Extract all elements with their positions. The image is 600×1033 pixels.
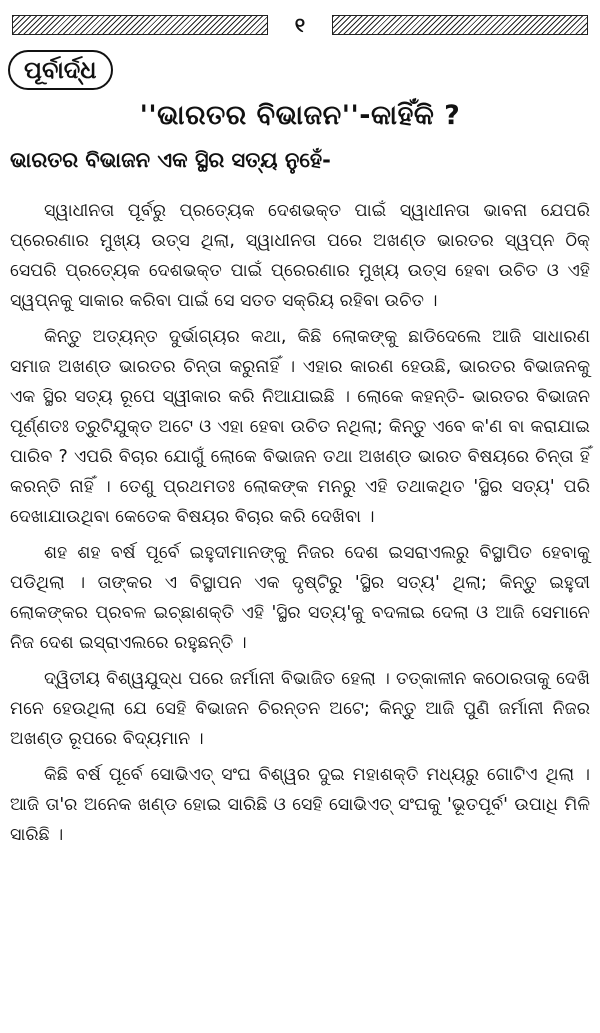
header-rule-right	[332, 15, 588, 35]
paragraph: ଦ୍ୱିତୀୟ ବିଶ୍ୱଯୁଦ୍ଧ ପରେ ଜର୍ମାନୀ ବିଭାଜିତ ହେଲା । ତତ୍କାଳୀନ କଠୋରତାକୁ ଦେଖି ମନେ ହେଉଥିଲା ଯେ ସେହି ବିଭାଜନ ଚିରନ୍ତନ ଅଟେ; କିନ୍ତୁ ଆଜି ପୁଣି ଜର୍ମାନୀ ନିଜର ଅଖଣ୍ଡ ରୂପରେ ବିଦ୍ୟମାନ ।	[10, 669, 590, 749]
page-number: ୧	[294, 13, 306, 37]
page-header	[12, 12, 588, 38]
body-text	[10, 196, 590, 856]
header-rule-left	[12, 15, 268, 35]
chapter-title: ''ଭାରତର ବିଭାଜନ''-କାହିଁକି ?	[139, 100, 461, 131]
paragraph: କିଛି ବର୍ଷ ପୂର୍ବେ ସୋଭିଏତ୍ ସଂଘ ବିଶ୍ୱର ଦୁଇ ମହାଶକ୍ତି ମଧ୍ୟରୁ ଗୋଟିଏ ଥିଲା । ଆଜି ତା'ର ଅନେକ ଖଣ୍ଡ ହୋଇ ସାରିଛି ଓ ସେହି ସୋଭିଏତ୍ ସଂଘକୁ 'ଭୂତପୂର୍ବ' ଉପାଧି ମିଳି ସାରିଛି ।	[10, 765, 590, 845]
section-label: ପୂର୍ବାର୍ଦ୍ଧ	[8, 50, 113, 90]
section-subtitle: ଭାରତର ବିଭାଜନ ଏକ ସ୍ଥିର ସତ୍ୟ ନୁହେଁ-	[10, 148, 331, 172]
paragraph: ସ୍ୱାଧୀନତା ପୂର୍ବରୁ ପ୍ରତ୍ୟେକ ଦେଶଭକ୍ତ ପାଇଁ ସ୍ୱାଧୀନତା ଭାବନା ଯେପରି ପ୍ରେରଣାର ମୁଖ୍ୟ ଉତ୍ସ ଥିଲା, ସ୍ୱାଧୀନତା ପରେ ଅଖଣ୍ଡ ଭାରତର ସ୍ୱପ୍ନ ଠିକ୍ ସେପରି ପ୍ରତ୍ୟେକ ଦେଶଭକ୍ତ ପାଇଁ ପ୍ରେରଣାର ମୁଖ୍ୟ ଉତ୍ସ ହେବା ଉଚିତ ଓ ଏହି ସ୍ୱପ୍ନକୁ ସାକାର କରିବା ପାଇଁ ସେ ସତତ ସକ୍ରିୟ ରହିବା ଉଚିତ ।	[10, 201, 590, 311]
paragraph: ଶହ ଶହ ବର୍ଷ ପୂର୍ବେ ଇହୁଦୀମାନଙ୍କୁ ନିଜର ଦେଶ ଇସରାଏଲରୁ ବିସ୍ଥାପିତ ହେବାକୁ ପଡିଥିଲା । ତାଙ୍କର ଏ ବିସ୍ଥାପନ ଏକ ଦୃଷ୍ଟିରୁ 'ସ୍ଥିର ସତ୍ୟ' ଥିଲା; କିନ୍ତୁ ଇହୁଦୀ ଲୋକଙ୍କର ପ୍ରବଳ ଇଚ୍ଛାଶକ୍ତି ଏହି 'ସ୍ଥିର ସତ୍ୟ'କୁ ବଦଳାଇ ଦେଲା ଓ ଆଜି ସେମାନେ ନିଜ ଦେଶ ଇସ୍ରାଏଲରେ ରହୁଛନ୍ତି ।	[10, 543, 590, 653]
paragraph: କିନ୍ତୁ ଅତ୍ୟନ୍ତ ଦୁର୍ଭାଗ୍ୟର କଥା, କିଛି ଲୋକଙ୍କୁ ଛାଡିଦେଲେ ଆଜି ସାଧାରଣ ସମାଜ ଅଖଣ୍ଡ ଭାରତର ଚିନ୍ତା କରୁନାହିଁ । ଏହାର କାରଣ ହେଉଛି, ଭାରତର ବିଭାଜନକୁ ଏକ ସ୍ଥିର ସତ୍ୟ ରୂପେ ସ୍ୱୀକାର କରି ନିଆଯାଇଛି । ଲୋକେ କହନ୍ତି- ଭାରତର ବିଭାଜନ ପୂର୍ଣ୍ଣତଃ ତ୍ରୁଟିଯୁକ୍ତ ଅଟେ ଓ ଏହା ହେବା ଉଚିତ ନଥିଲା; କିନ୍ତୁ ଏବେ କ'ଣ ବା କରାଯାଇ ପାରିବ ? ଏପରି ବିଚାର ଯୋଗୁଁ ଲୋକେ ବିଭାଜନ ତଥା ଅଖଣ୍ଡ ଭାରତ ବିଷୟରେ ଚିନ୍ତା ହିଁ କରନ୍ତି ନାହିଁ । ତେଣୁ ପ୍ରଥମତଃ ଲୋକଙ୍କ ମନରୁ ଏହି ତଥାକଥିତ 'ସ୍ଥିର ସତ୍ୟ' ପରି ଦେଖାଯାଉଥିବା କେତେକ ବିଷୟର ବିଚାର କରି ଦେଖିବା ।	[10, 327, 590, 527]
